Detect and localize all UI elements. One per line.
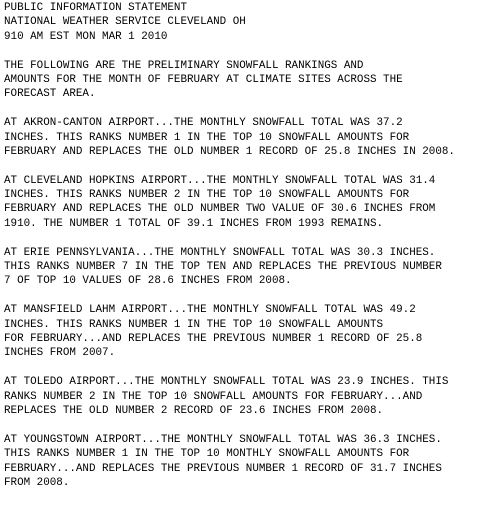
header-timestamp: 910 AM EST MON MAR 1 2010 bbox=[4, 30, 168, 43]
paragraph-line: 7 OF TOP 10 VALUES OF 28.6 INCHES FROM 2008. bbox=[4, 275, 292, 288]
paragraph-line: AT TOLEDO AIRPORT...THE MONTHLY SNOWFALL TOTAL WAS 23.9 INCHES. THIS bbox=[4, 376, 449, 389]
statement-paragraph bbox=[4, 246, 497, 289]
paragraph-line: 1910. THE NUMBER 1 TOTAL OF 39.1 INCHES FROM 1993 REMAINS. bbox=[4, 217, 384, 230]
paragraph-line: INCHES. THIS RANKS NUMBER 1 IN THE TOP 10 SNOWFALL AMOUNTS FOR bbox=[4, 131, 410, 144]
paragraph-gap bbox=[4, 418, 497, 432]
header-title: PUBLIC INFORMATION STATEMENT bbox=[4, 2, 187, 14]
statement-header bbox=[4, 1, 497, 44]
paragraph-line: AT YOUNGSTOWN AIRPORT...THE MONTHLY SNOWFALL TOTAL WAS 36.3 INCHES. bbox=[4, 433, 442, 446]
statement-paragraph bbox=[4, 116, 497, 159]
paragraph-line: AT AKRON-CANTON AIRPORT...THE MONTHLY SNOWFALL TOTAL WAS 37.2 bbox=[4, 117, 403, 130]
header-office: NATIONAL WEATHER SERVICE CLEVELAND OH bbox=[4, 16, 246, 29]
paragraph-line: REPLACES THE OLD NUMBER 2 RECORD OF 23.6 INCHES FROM 2008. bbox=[4, 404, 384, 417]
paragraph-line: FOR FEBRUARY...AND REPLACES THE PREVIOUS NUMBER 1 RECORD OF 25.8 bbox=[4, 332, 423, 345]
statement-paragraph bbox=[4, 174, 497, 232]
statement-paragraph bbox=[4, 59, 497, 102]
paragraph-gap bbox=[4, 44, 497, 58]
paragraph-line: INCHES FROM 2007. bbox=[4, 347, 116, 360]
paragraph-line: FEBRUARY...AND REPLACES THE PREVIOUS NUMBER 1 RECORD OF 31.7 INCHES bbox=[4, 462, 442, 475]
paragraph-line: FEBRUARY AND REPLACES THE OLD NUMBER TWO VALUE OF 30.6 INCHES FROM bbox=[4, 203, 436, 216]
paragraph-line: AMOUNTS FOR THE MONTH OF FEBRUARY AT CLIMATE SITES ACROSS THE bbox=[4, 73, 403, 86]
paragraph-line: FORECAST AREA. bbox=[4, 88, 96, 101]
paragraph-line: AT ERIE PENNSYLVANIA...THE MONTHLY SNOWFALL TOTAL WAS 30.3 INCHES. bbox=[4, 246, 436, 259]
paragraph-line: INCHES. THIS RANKS NUMBER 2 IN THE TOP 10 SNOWFALL AMOUNTS FOR bbox=[4, 189, 410, 202]
statement-body bbox=[4, 44, 497, 490]
statement-paragraph bbox=[4, 375, 497, 418]
statement-paragraph bbox=[4, 303, 497, 361]
paragraph-gap bbox=[4, 102, 497, 116]
paragraph-line: THE FOLLOWING ARE THE PRELIMINARY SNOWFALL RANKINGS AND bbox=[4, 59, 364, 72]
paragraph-line: RANKS NUMBER 2 IN THE TOP 10 SNOWFALL AMOUNTS FOR FEBRUARY...AND bbox=[4, 390, 423, 403]
paragraph-gap bbox=[4, 361, 497, 375]
paragraph-line: AT CLEVELAND HOPKINS AIRPORT...THE MONTHLY SNOWFALL TOTAL WAS 31.4 bbox=[4, 174, 436, 187]
paragraph-line: AT MANSFIELD LAHM AIRPORT...THE MONTHLY SNOWFALL TOTAL WAS 49.2 bbox=[4, 304, 416, 317]
statement-paragraph bbox=[4, 433, 497, 491]
paragraph-line: THIS RANKS NUMBER 1 IN THE TOP 10 MONTHLY SNOWFALL AMOUNTS FOR bbox=[4, 448, 410, 461]
paragraph-line: FEBRUARY AND REPLACES THE OLD NUMBER 1 RECORD OF 25.8 INCHES IN 2008. bbox=[4, 145, 455, 158]
paragraph-gap bbox=[4, 159, 497, 173]
paragraph-line: FROM 2008. bbox=[4, 476, 70, 489]
paragraph-gap bbox=[4, 289, 497, 303]
paragraph-line: INCHES. THIS RANKS NUMBER 1 IN THE TOP 10 SNOWFALL AMOUNTS bbox=[4, 318, 384, 331]
paragraph-gap bbox=[4, 231, 497, 245]
paragraph-line: THIS RANKS NUMBER 7 IN THE TOP TEN AND REPLACES THE PREVIOUS NUMBER bbox=[4, 261, 442, 274]
